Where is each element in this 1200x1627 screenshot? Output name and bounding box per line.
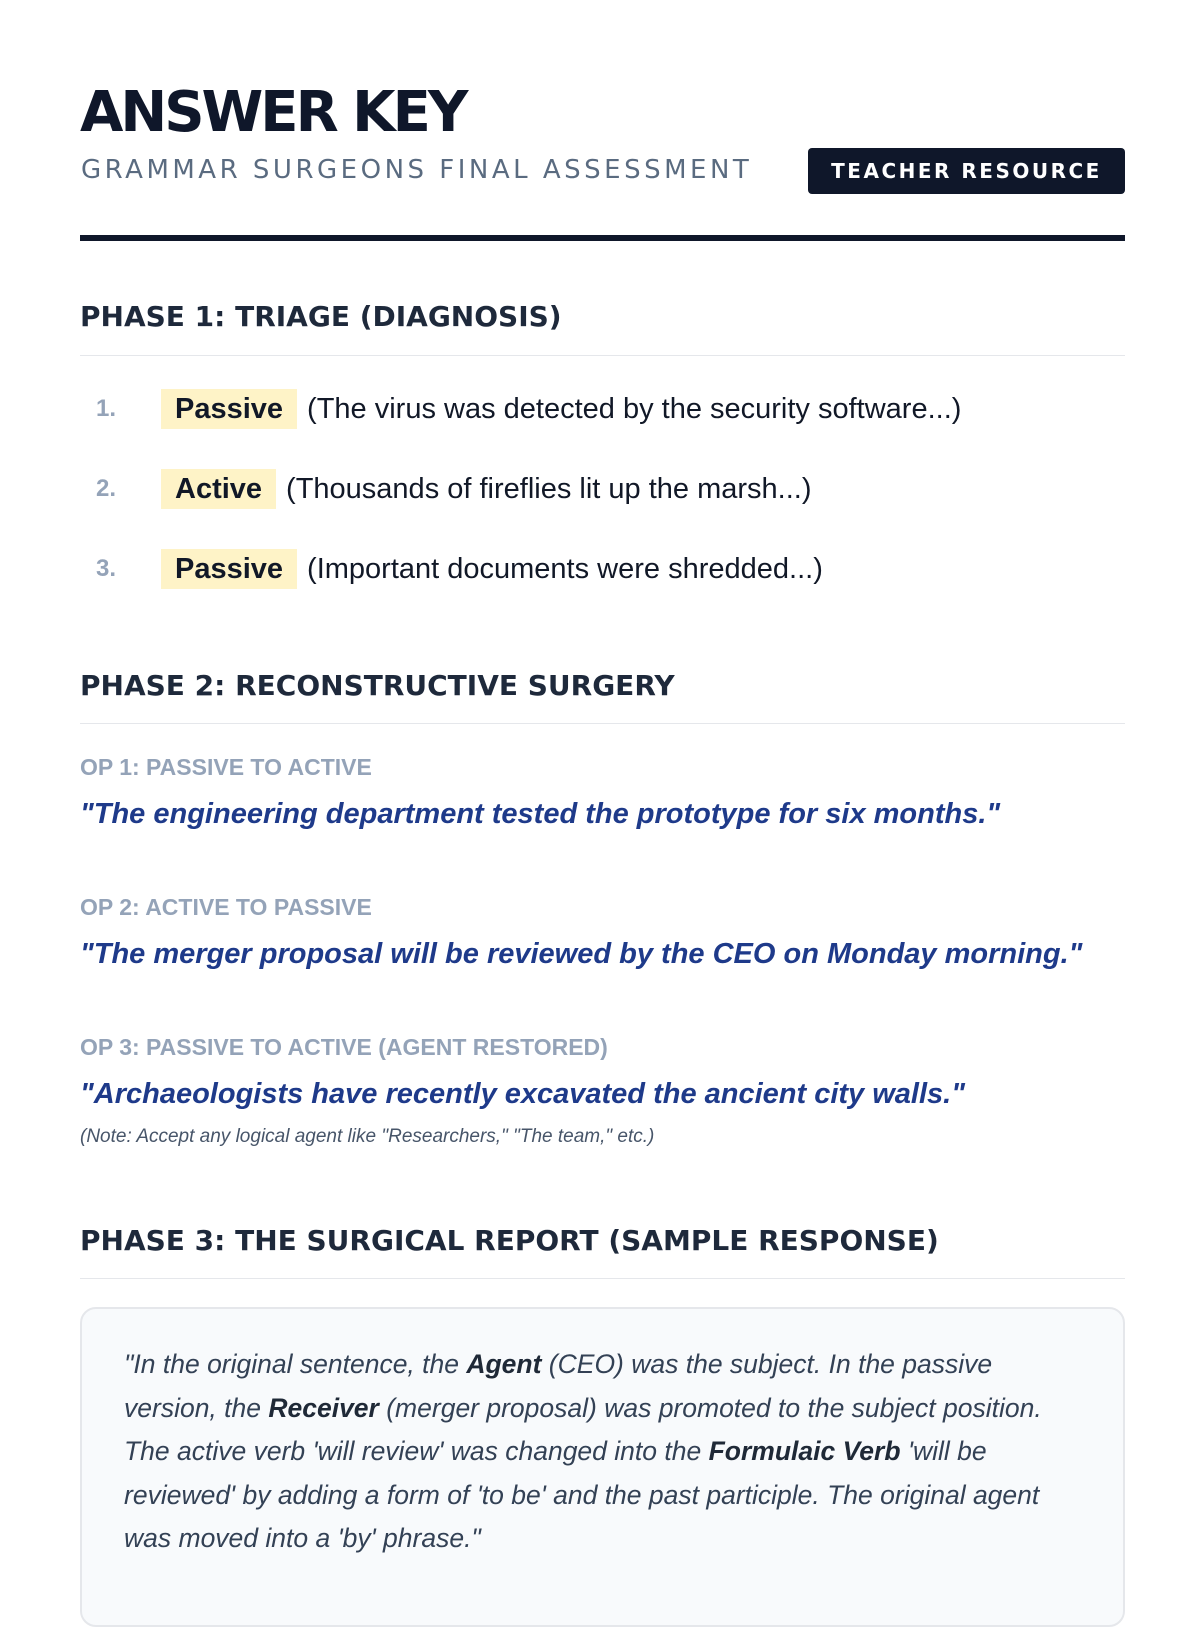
page-subtitle: GRAMMAR SURGEONS FINAL ASSESSMENT bbox=[81, 155, 753, 185]
report-text-part: (merger proposal) was promoted to the subject position. The active verb 'will review' was changed into the bbox=[124, 1392, 1042, 1466]
phase2-heading: PHASE 2: RECONSTRUCTIVE SURGERY bbox=[80, 669, 675, 702]
sample-response-box bbox=[80, 1307, 1125, 1627]
op3-answer: "Archaeologists have recently excavated the ancient city walls." bbox=[80, 1078, 965, 1110]
term-receiver: Receiver bbox=[268, 1392, 379, 1423]
op3-note: (Note: Accept any logical agent like "Researchers," "The team," etc.) bbox=[80, 1126, 655, 1147]
triage-number: 2. bbox=[96, 475, 117, 502]
header-divider bbox=[80, 235, 1125, 241]
op3-label: OP 3: PASSIVE TO ACTIVE (AGENT RESTORED) bbox=[80, 1034, 608, 1060]
answer-highlight: Active bbox=[161, 469, 276, 509]
report-text-part: (CEO) was the subject. In the passive version, the bbox=[124, 1349, 993, 1423]
term-agent: Agent bbox=[466, 1349, 542, 1379]
triage-item bbox=[80, 467, 1125, 511]
term-formulaic-verb: Formulaic Verb bbox=[708, 1436, 901, 1466]
phase2-divider bbox=[80, 723, 1125, 724]
phase1-heading: PHASE 1: TRIAGE (DIAGNOSIS) bbox=[80, 300, 562, 333]
report-text-part: "In the original sentence, the bbox=[124, 1349, 467, 1379]
teacher-resource-badge: TEACHER RESOURCE bbox=[808, 148, 1125, 194]
triage-item bbox=[80, 387, 1125, 431]
report-text-part: 'will be reviewed' by adding a form of 'to be' and the past participle. The original agent was moved into a 'by' phrase." bbox=[124, 1436, 1040, 1553]
sample-response-text bbox=[124, 1343, 1083, 1561]
triage-sentence: (The virus was detected by the security software...) bbox=[307, 392, 962, 425]
answer-highlight: Passive bbox=[161, 549, 297, 589]
phase3-heading: PHASE 3: THE SURGICAL REPORT (SAMPLE RESPONSE) bbox=[80, 1224, 939, 1257]
triage-sentence: (Important documents were shredded...) bbox=[307, 552, 823, 585]
triage-sentence: (Thousands of fireflies lit up the marsh...) bbox=[286, 472, 812, 505]
triage-number: 3. bbox=[96, 555, 117, 582]
page-title: ANSWER KEY bbox=[80, 80, 466, 145]
op2-answer: "The merger proposal will be reviewed by the CEO on Monday morning." bbox=[80, 938, 1083, 970]
triage-item bbox=[80, 547, 1125, 591]
op2-label: OP 2: ACTIVE TO PASSIVE bbox=[80, 894, 372, 920]
triage-number: 1. bbox=[96, 395, 117, 422]
answer-highlight: Passive bbox=[161, 389, 297, 429]
op1-answer: "The engineering department tested the prototype for six months." bbox=[80, 798, 1001, 830]
op1-label: OP 1: PASSIVE TO ACTIVE bbox=[80, 754, 372, 780]
phase3-divider bbox=[80, 1278, 1125, 1279]
phase1-divider bbox=[80, 355, 1125, 356]
